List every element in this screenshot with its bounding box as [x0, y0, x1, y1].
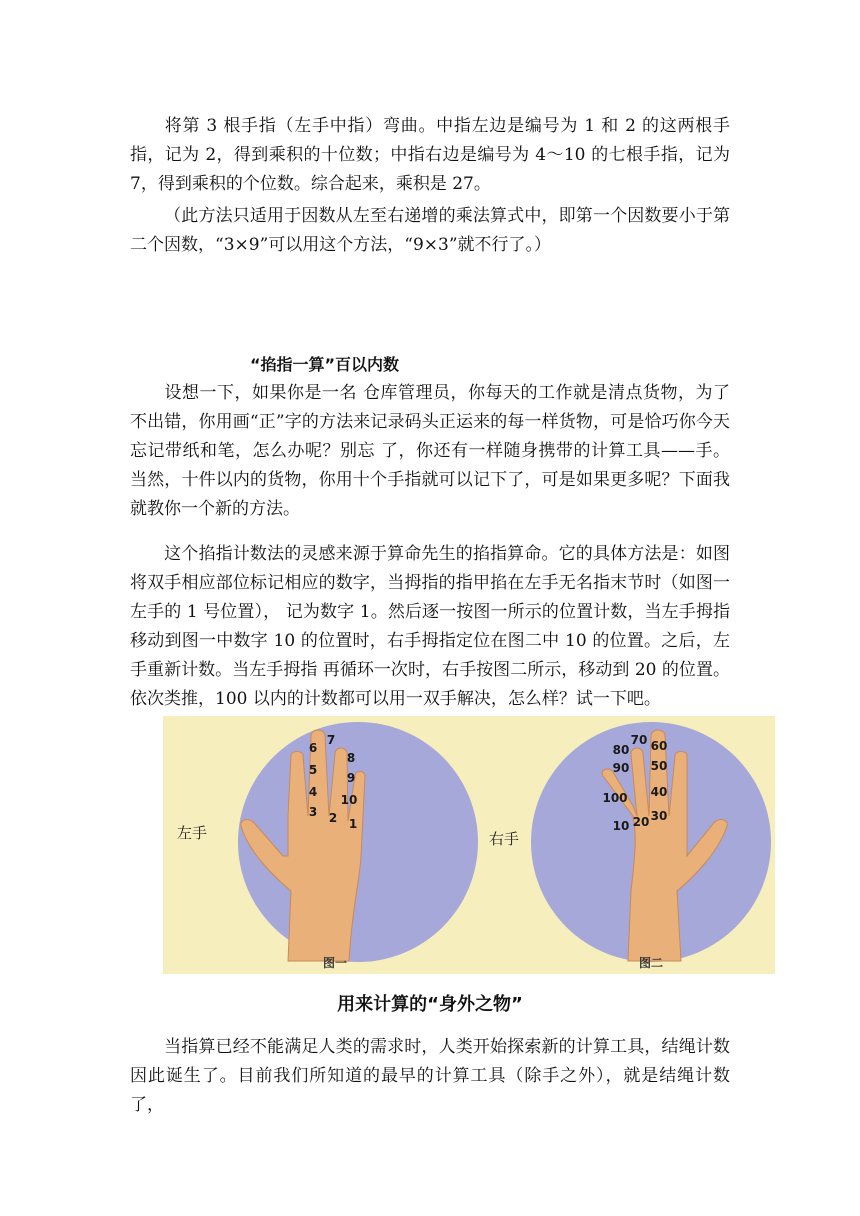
left-hand-finger-number: 8 [346, 751, 356, 765]
hand-counting-figure [163, 716, 775, 974]
right-hand-finger-number: 60 [650, 739, 668, 753]
right-hand-finger-number: 70 [630, 733, 648, 747]
right-hand-finger-number: 90 [612, 761, 630, 775]
left-hand-finger-number: 4 [308, 785, 318, 799]
right-hand-finger-number: 50 [650, 759, 668, 773]
right-hand-finger-number: 40 [650, 785, 668, 799]
right-hand-finger-number: 20 [632, 815, 650, 829]
paragraph-finger-bend: 将第 3 根手指（左手中指）弯曲。中指左边是编号为 1 和 2 的这两根手指，记为 2，得到乘积的十位数；中指右边是编号为 4～10 的七根手指，记为 7，得到乘积的个位数。综合起来，乘积是 27。 [130, 116, 730, 194]
paragraph-knot-counting: 当指算已经不能满足人类的需求时，人类开始探索新的计算工具，结绳计数因此诞生了。目前我们所知道的最早的计算工具（除手之外），就是结绳计数了， [130, 1037, 730, 1115]
left-hand-finger-number: 6 [308, 741, 318, 755]
paragraph-method: 这个掐指计数法的灵感来源于算命先生的掐指算命。它的具体方法是：如图将双手相应部位标记相应的数字，当拇指的指甲掐在左手无名指末节时（如图一左手的 1 号位置）， 记为数字 1。然后逐一按图一所示的位置计数，当左手拇指移动到图一中数字 10 的位置时，右手拇指定位在图二中 10 的位置。之后，左手重新计数。当左手拇指 再循环一次时，右手按图二所示，移动到 20 的位置。依次类推，100 以内的计数都可以用一双手解决，怎么样？试一下吧。 [130, 544, 730, 709]
right-hand-finger-number: 80 [612, 743, 630, 757]
right-hand-finger-number: 100 [602, 791, 628, 805]
right-hand-finger-number: 10 [612, 819, 630, 833]
left-hand-finger-number: 10 [340, 793, 358, 807]
right-hand-finger-number: 30 [650, 809, 668, 823]
right-hand-label: 右手 [489, 830, 520, 848]
right-figure-caption: 图二 [639, 956, 664, 970]
finger-number-layer [163, 716, 775, 974]
left-hand-finger-number: 3 [308, 805, 318, 819]
left-hand-finger-number: 2 [328, 811, 338, 825]
section-heading-external-tools: 用来计算的“身外之物” [337, 994, 523, 1015]
left-hand-finger-number: 1 [348, 817, 358, 831]
left-figure-caption: 图一 [323, 956, 348, 970]
section-heading-count-100: “掐指一算”百以内数 [250, 355, 400, 374]
left-hand-label: 左手 [177, 824, 208, 842]
left-hand-finger-number: 9 [346, 771, 356, 785]
left-hand-finger-number: 7 [326, 733, 336, 747]
paragraph-note: （此方法只适用于因数从左至右递增的乘法算式中，即第一个因数要小于第二个因数，“3×9”可以用这个方法，“9×3”就不行了。） [130, 206, 730, 255]
left-hand-finger-number: 5 [308, 763, 318, 777]
paragraph-warehouse: 设想一下，如果你是一名 仓库管理员，你每天的工作就是清点货物，为了不出错，你用画“正”字的方法来记录码头正运来的每一样货物，可是恰巧你今天忘记带纸和笔，怎么办呢？别忘 了，你还有一样随身携带的计算工具——手。当然，十件以内的货物，你用十个手指就可以记下了，可是如果更多呢？下面我就教你一个新的方法。 [130, 383, 730, 519]
